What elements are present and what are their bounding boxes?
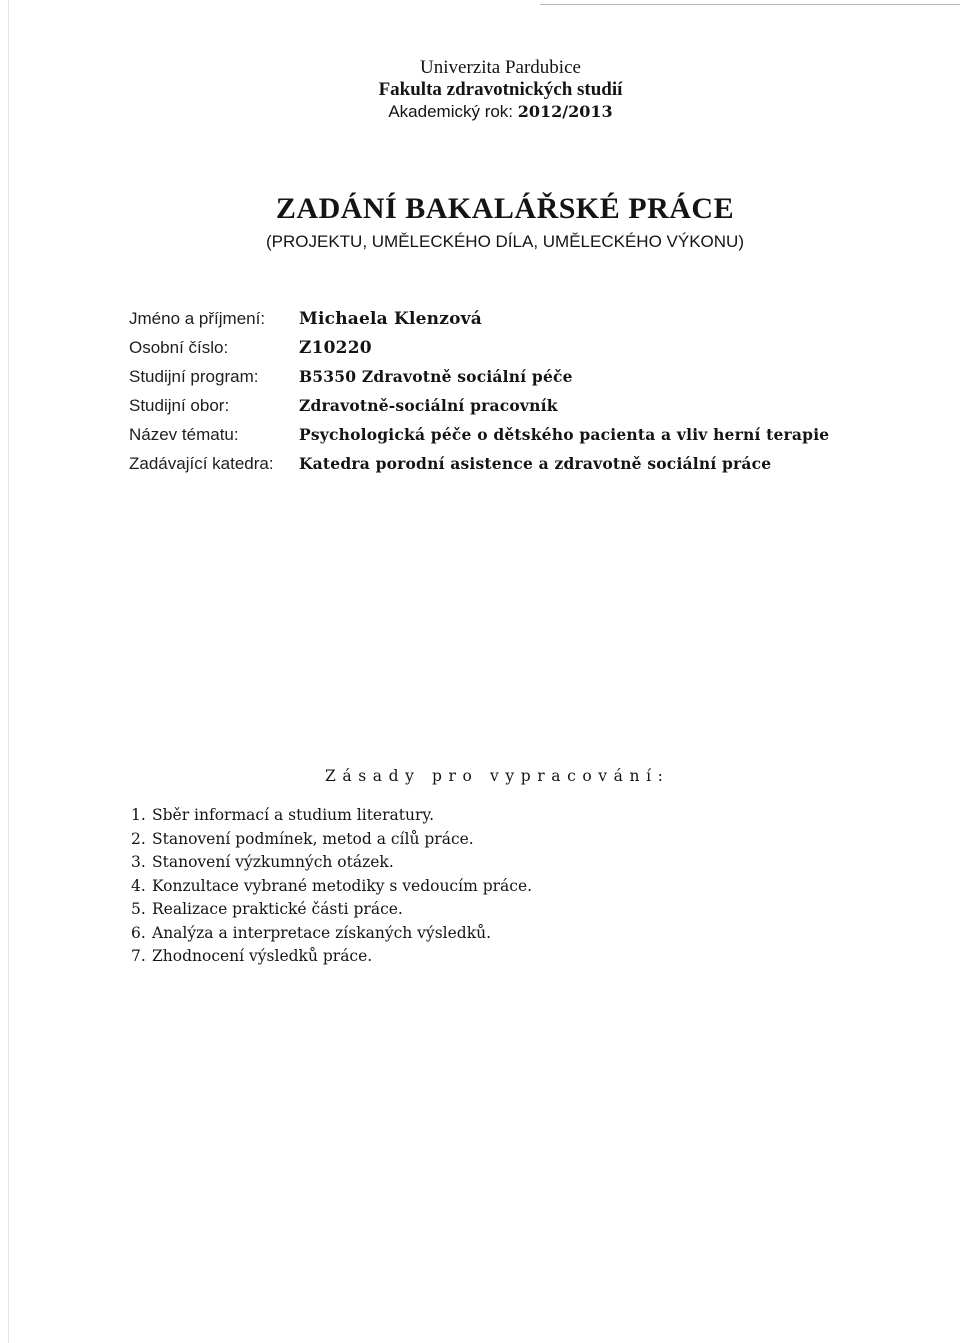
academic-year-value: 2012/2013 bbox=[517, 102, 613, 121]
faculty-name: Fakulta zdravotnických studií bbox=[378, 79, 623, 100]
list-item-text: Konzultace vybrané metodiky s vedoucím práce. bbox=[152, 876, 533, 895]
info-value: Psychologická péče o dětského pacienta a vliv herní terapie bbox=[299, 425, 830, 444]
list-item bbox=[131, 924, 532, 948]
principles-list bbox=[131, 806, 532, 971]
academic-year bbox=[0, 101, 960, 123]
info-label: Zadávající katedra: bbox=[129, 453, 274, 473]
principles-heading: Zásady pro vypracování: bbox=[325, 767, 670, 785]
info-row-topic bbox=[129, 420, 829, 449]
info-label: Studijní program: bbox=[129, 366, 259, 386]
info-row-personal-number bbox=[129, 333, 829, 362]
list-item-text: Analýza a interpretace získaných výsledků. bbox=[152, 923, 492, 942]
list-item bbox=[131, 900, 532, 924]
list-item-number: 3. bbox=[131, 853, 146, 871]
list-item-number: 5. bbox=[131, 900, 146, 918]
info-row-name bbox=[129, 304, 829, 333]
info-label: Název tématu: bbox=[129, 424, 239, 444]
info-row-department bbox=[129, 449, 829, 478]
list-item-number: 1. bbox=[131, 806, 146, 824]
list-item bbox=[131, 947, 532, 971]
list-item-number: 4. bbox=[131, 876, 146, 895]
list-item bbox=[131, 877, 532, 901]
list-item-text: Stanovení podmínek, metod a cílů práce. bbox=[152, 829, 474, 848]
academic-year-label: Akademický rok: bbox=[388, 102, 514, 121]
info-row-study-program bbox=[129, 362, 829, 391]
list-item bbox=[131, 853, 532, 877]
info-row-study-field bbox=[129, 391, 829, 420]
info-label: Jméno a příjmení: bbox=[129, 308, 266, 328]
info-value: B5350 Zdravotně sociální péče bbox=[299, 367, 573, 386]
list-item-number: 2. bbox=[131, 829, 146, 848]
list-item-text: Realizace praktické části práce. bbox=[152, 900, 403, 918]
list-item bbox=[131, 806, 532, 830]
list-item-number: 6. bbox=[131, 923, 146, 942]
list-item-number: 7. bbox=[131, 947, 146, 965]
info-label: Osobní číslo: bbox=[129, 337, 229, 357]
university-name: Univerzita Pardubice bbox=[420, 57, 581, 78]
info-value: Z10220 bbox=[299, 337, 372, 358]
info-value: Michaela Klenzová bbox=[299, 308, 482, 329]
student-info bbox=[129, 304, 829, 478]
info-value: Katedra porodní asistence a zdravotně sociální práce bbox=[299, 454, 772, 473]
info-label: Studijní obor: bbox=[129, 395, 230, 415]
scan-edge-line bbox=[540, 4, 960, 5]
list-item-text: Sběr informací a studium literatury. bbox=[152, 806, 435, 824]
list-item-text: Zhodnocení výsledků práce. bbox=[152, 947, 373, 965]
info-value: Zdravotně-sociální pracovník bbox=[299, 396, 558, 415]
document-header bbox=[0, 57, 960, 123]
document-title: ZADÁNÍ BAKALÁŘSKÉ PRÁCE bbox=[275, 192, 735, 225]
list-item-text: Stanovení výzkumných otázek. bbox=[152, 853, 394, 871]
list-item bbox=[131, 830, 532, 854]
document-subtitle: (PROJEKTU, UMĚLECKÉHO DÍLA, UMĚLECKÉHO VÝKONU) bbox=[266, 232, 744, 251]
